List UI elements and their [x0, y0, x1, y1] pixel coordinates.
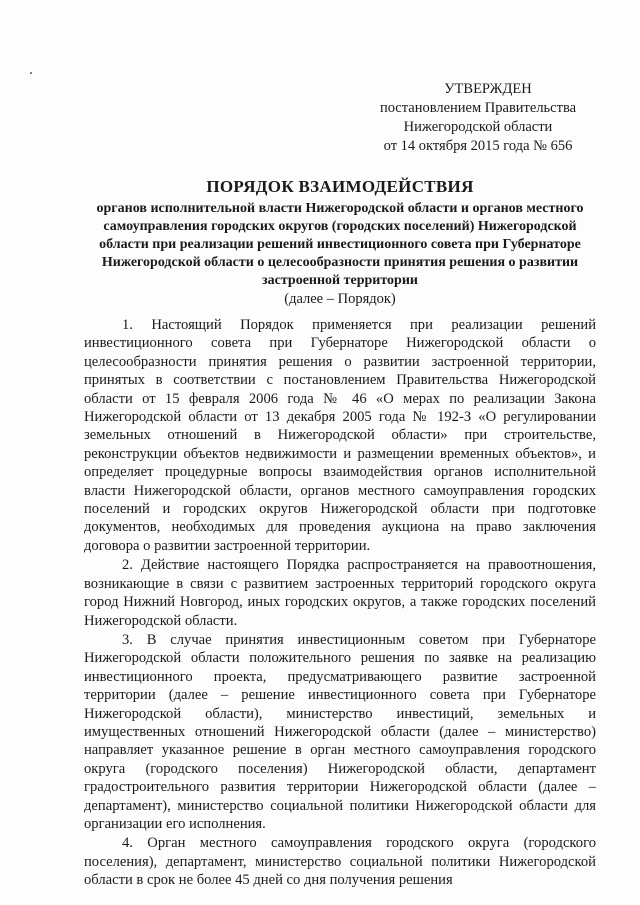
scan-speck — [30, 72, 32, 74]
title-block — [90, 176, 590, 309]
approval-heading: УТВЕРЖДЕН — [444, 81, 532, 97]
approval-block — [360, 80, 596, 156]
document-body — [84, 316, 596, 890]
approval-line-decree: постановлением Правительства — [379, 100, 577, 116]
approval-line-date: от 14 октября 2015 года № 656 — [383, 138, 573, 154]
document-subtitle: органов исполнительной власти Нижегородской области и органов местного самоуправления городских округов (городских поселений) Нижегородской области при реализации решений инвестиционного совета при Губернаторе Нижегородской области о целесообразности принятия решения о развитии застроенной территории — [96, 201, 584, 288]
document-title: ПОРЯДОК ВЗАИМОДЕЙСТВИЯ — [206, 177, 474, 196]
paragraph-4: 4. Орган местного самоуправления городского округа (городского поселения), департамент, министерство социальной политики Нижегородской области в срок не более 45 дней со дня получения решения — [84, 835, 596, 889]
approval-line-region: Нижегородской области — [403, 119, 553, 135]
paragraph-3: 3. В случае принятия инвестиционным советом при Губернаторе Нижегородской области положительного решения по заявке на реализацию инвестиционного проекта, предусматривающего развитие застроенной территории (далее – решение инвестиционного совета при Губернаторе Нижегородской области), министерство инвестиций, земельных и имущественных отношений Нижегородской области (далее – министерство) направляет указанное решение в орган местного самоуправления городского округа (городского поселения) Нижегородской области, департамент градостроительного развития территории Нижегородской области (далее – департамент), министерство социальной политики Нижегородской области для организации его исполнения. — [84, 631, 596, 832]
paragraph-1: 1. Настоящий Порядок применяется при реализации решений инвестиционного совета при Губернаторе Нижегородской области о целесообразности принятия решения о развитии застроенной территории, принятых в соответствии с постановлением Правительства Нижегородской области от 15 февраля 2006 года № 46 «О мерах по реализации Закона Нижегородской области от 13 декабря 2005 года № 192-З «О регулировании земельных отношений в Нижегородской области» при строительстве, реконструкции объектов недвижимости и размещении временных объектов», и определяет процедурные вопросы взаимодействия органов исполнительной власти Нижегородской области, органов местного самоуправления городских поселений и городских округов Нижегородской области при подготовке документов, необходимых для проведения аукциона на право заключения договора о развитии застроенной территории. — [84, 317, 596, 554]
paragraph-2: 2. Действие настоящего Порядка распространяется на правоотношения, возникающие в связи с развитием застроенных территорий городского округа город Нижний Новгород, иных городских округов, а также городских поселений Нижегородской области. — [84, 557, 596, 629]
document-alias: (далее – Порядок) — [284, 291, 396, 307]
